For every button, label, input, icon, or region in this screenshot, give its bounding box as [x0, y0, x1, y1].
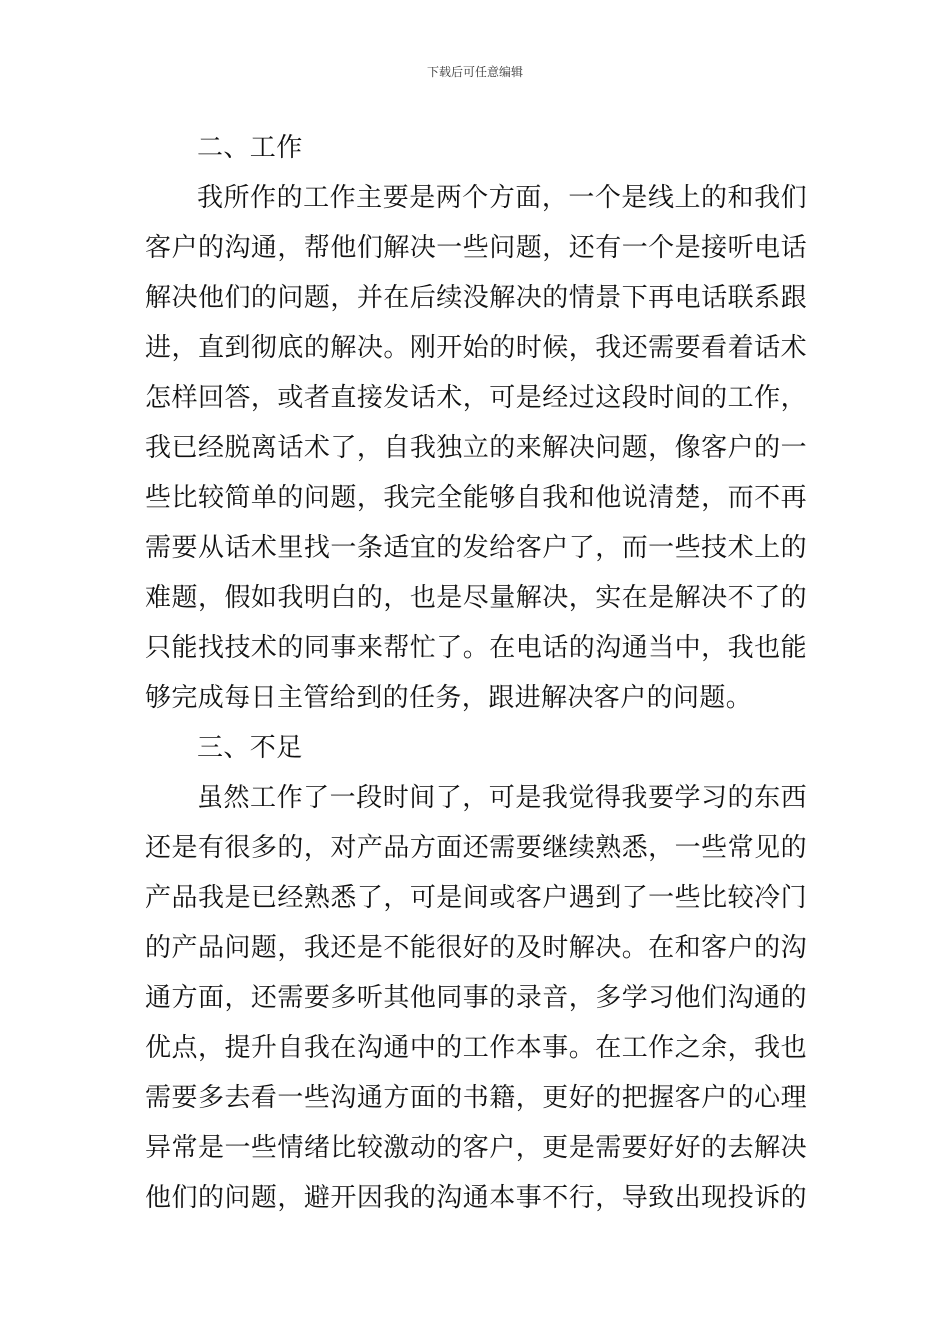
text-line: 的产品问题，我还是不能很好的及时解决。在和客户的沟: [145, 933, 807, 963]
text-line: 需要从话术里找一条适宜的发给客户了，而一些技术上的: [145, 533, 807, 563]
text-line: 够完成每日主管给到的任务，跟进解决客户的问题。: [145, 683, 753, 713]
text-line: 通方面，还需要多听其他同事的录音，多学习他们沟通的: [145, 983, 807, 1013]
text-line: 怎样回答，或者直接发话术，可是经过这段时间的工作，: [145, 383, 807, 413]
text-line: 他们的问题，避开因我的沟通本事不行，导致出现投诉的: [145, 1183, 807, 1213]
text-line: 只能找技术的同事来帮忙了。在电话的沟通当中，我也能: [145, 633, 807, 663]
text-line: 需要多去看一些沟通方面的书籍，更好的把握客户的心理: [145, 1083, 807, 1113]
text-line: 我所作的工作主要是两个方面，一个是线上的和我们: [197, 183, 807, 213]
text-line: 还是有很多的，对产品方面还需要继续熟悉，一些常见的: [145, 833, 807, 863]
text-line: 产品我是已经熟悉了，可是间或客户遇到了一些比较冷门: [145, 883, 807, 913]
document-body: [145, 123, 807, 1223]
text-line: 难题，假如我明白的，也是尽量解决，实在是解决不了的: [145, 583, 807, 613]
text-line: 二、工作: [197, 133, 303, 163]
text-line: 我已经脱离话术了，自我独立的来解决问题，像客户的一: [145, 433, 807, 463]
text-line: 解决他们的问题，并在后续没解决的情景下再电话联系跟: [145, 283, 807, 313]
text-line: 进，直到彻底的解决。刚开始的时候，我还需要看着话术: [145, 333, 807, 363]
text-line: 异常是一些情绪比较激动的客户，更是需要好好的去解决: [145, 1133, 807, 1163]
text-line: 虽然工作了一段时间了，可是我觉得我要学习的东西: [197, 783, 807, 813]
text-line: 客户的沟通，帮他们解决一些问题，还有一个是接听电话: [145, 233, 807, 263]
text-line: 优点，提升自我在沟通中的工作本事。在工作之余，我也: [145, 1033, 807, 1063]
text-line: 三、不足: [197, 733, 303, 763]
text-line: 些比较简单的问题，我完全能够自我和他说清楚，而不再: [145, 483, 807, 513]
page-header-note: 下载后可任意编辑: [426, 65, 523, 79]
